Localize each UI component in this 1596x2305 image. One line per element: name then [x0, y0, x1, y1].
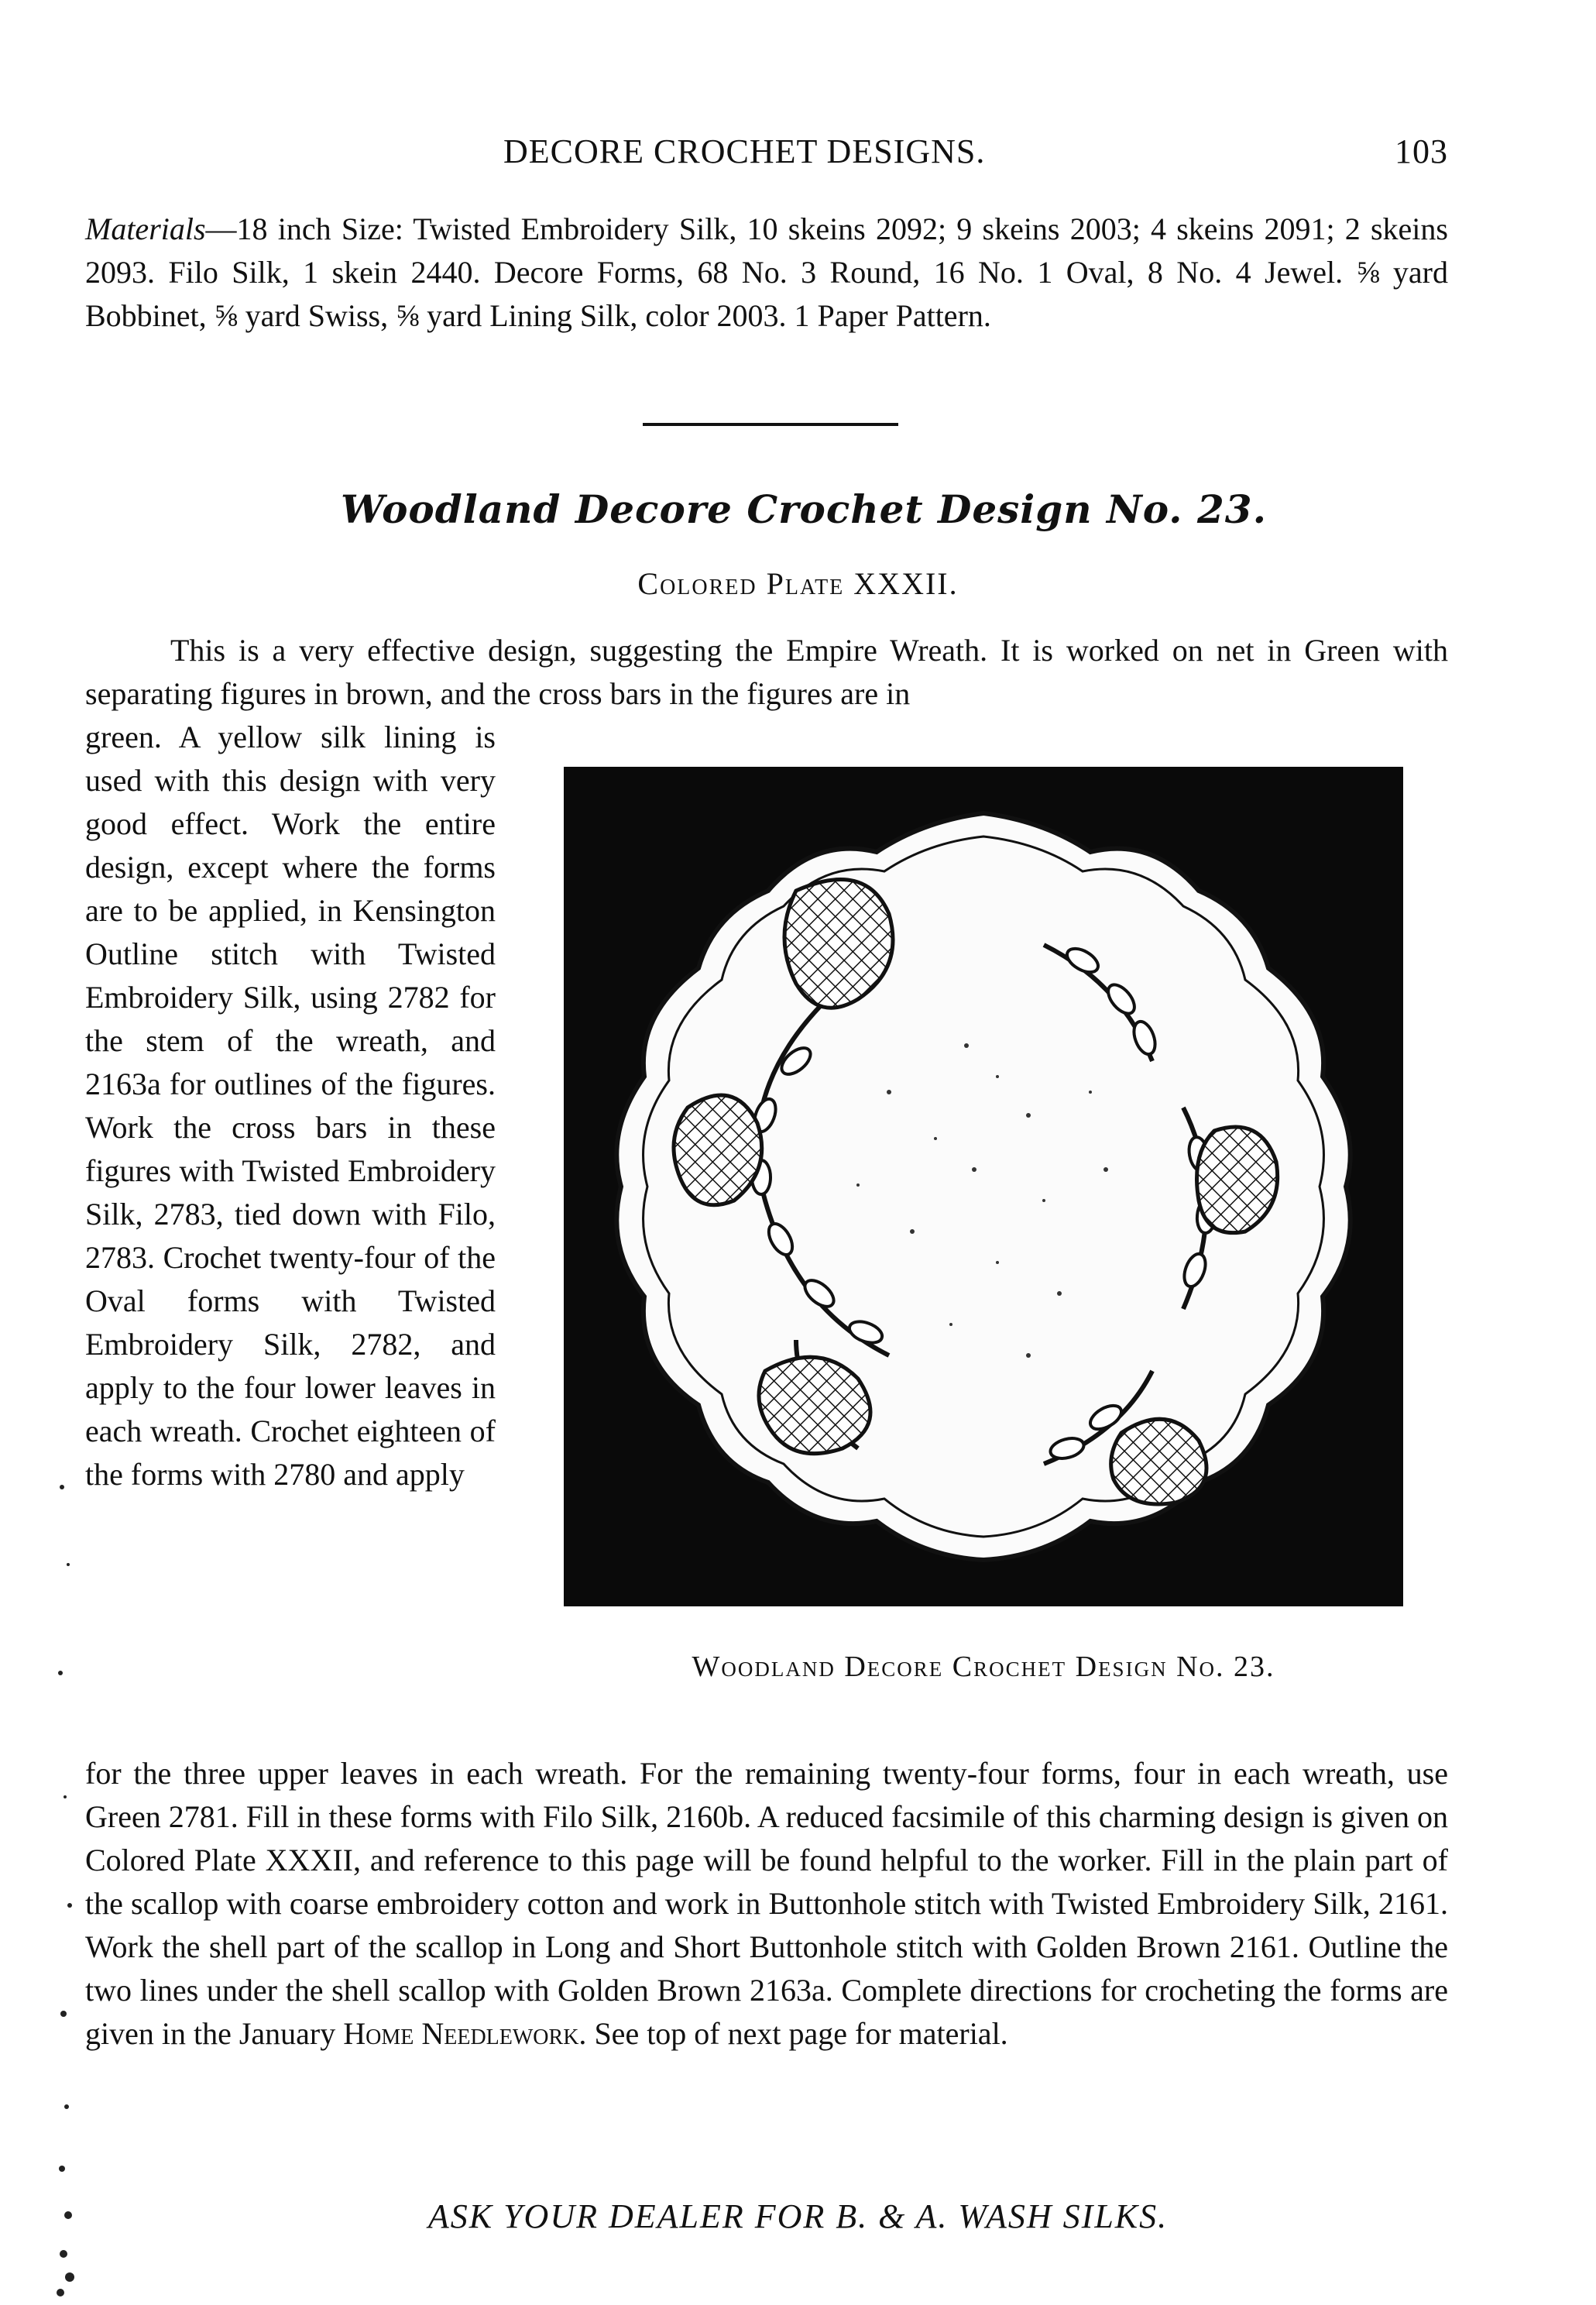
crochet-design-image [564, 767, 1403, 1606]
intro-paragraph [85, 629, 1448, 716]
intro-text: This is a very effective design, suggesting the Empire Wreath. It is worked on net in Green with separating figures in brown, and the cross bars in the figures are in [85, 633, 1448, 711]
closing-text: See top of next page for material. [594, 2016, 1008, 2051]
continuation-paragraph [85, 1752, 1448, 2056]
page-number: 103 [1395, 132, 1448, 170]
design-illustration [564, 767, 1403, 1606]
page-margin-specks [46, 1472, 85, 2300]
design-title: Woodland Decore Crochet Design No. 23. [341, 486, 1267, 532]
section-divider [643, 423, 898, 426]
running-header [85, 132, 1448, 186]
header-title: DECORE CROCHET DESIGNS. [503, 132, 986, 170]
materials-text: —18 inch Size: Twisted Embroidery Silk, 10 skeins 2092; 9 skeins 2003; 4 skeins 2091; 2 skeins 2093. Filo Silk, 1 skein 2440. Decore Forms, 68 No. 3 Round, 16 No. 1 Oval, 8 No. 4 Jewel. ⅝ yard Bobbinet, ⅝ yard Swiss, ⅝ yard Lining Silk, color 2003. 1 Paper Pattern. [85, 211, 1448, 333]
materials-paragraph [85, 208, 1448, 338]
figure-caption: Woodland Decore Crochet Design No. 23. [692, 1651, 1275, 1683]
journal-name: Home Needlework. [343, 2016, 587, 2051]
advertisement-line: ASK YOUR DEALER FOR B. & A. WASH SILKS. [427, 2197, 1169, 2235]
plate-subtitle: Colored Plate XXXII. [637, 566, 959, 601]
left-column-text: green. A yellow silk lining is used with this design with very good effect. Work the entire design, except where the forms are to be applied, in Kensington Outline stitch with Twisted Embroidery Silk, using 2782 for the stem of the wreath, and 2163a for outlines of the figures. Work the cross bars in these figures with Twisted Embroidery Silk, 2783, tied down with Filo, 2783. Crochet twenty-four of the Oval forms with Twisted Embroidery Silk, 2782, and apply to the four lower leaves in each wreath. Crochet eighteen of the forms with 2780 and apply [85, 720, 496, 1492]
materials-label: Materials [85, 211, 206, 246]
continuation-text: for the three upper leaves in each wreath. For the remaining twenty-four forms, four in each wreath, use Green 2781. Fill in these forms with Filo Silk, 2160b. A reduced facsimile of this charming design is given on Colored Plate XXXII, and reference to this page will be found helpful to the worker. Fill in the plain part of the scallop with coarse embroidery cotton and work in Buttonhole stitch with Twisted Embroidery Silk, 2161. Work the shell part of the scallop in Long and Short Buttonhole stitch with Golden Brown 2161. Outline the two lines under the shell scallop with Golden Brown 2163a. Complete directions for crocheting the forms are given in the January [85, 1756, 1448, 2051]
